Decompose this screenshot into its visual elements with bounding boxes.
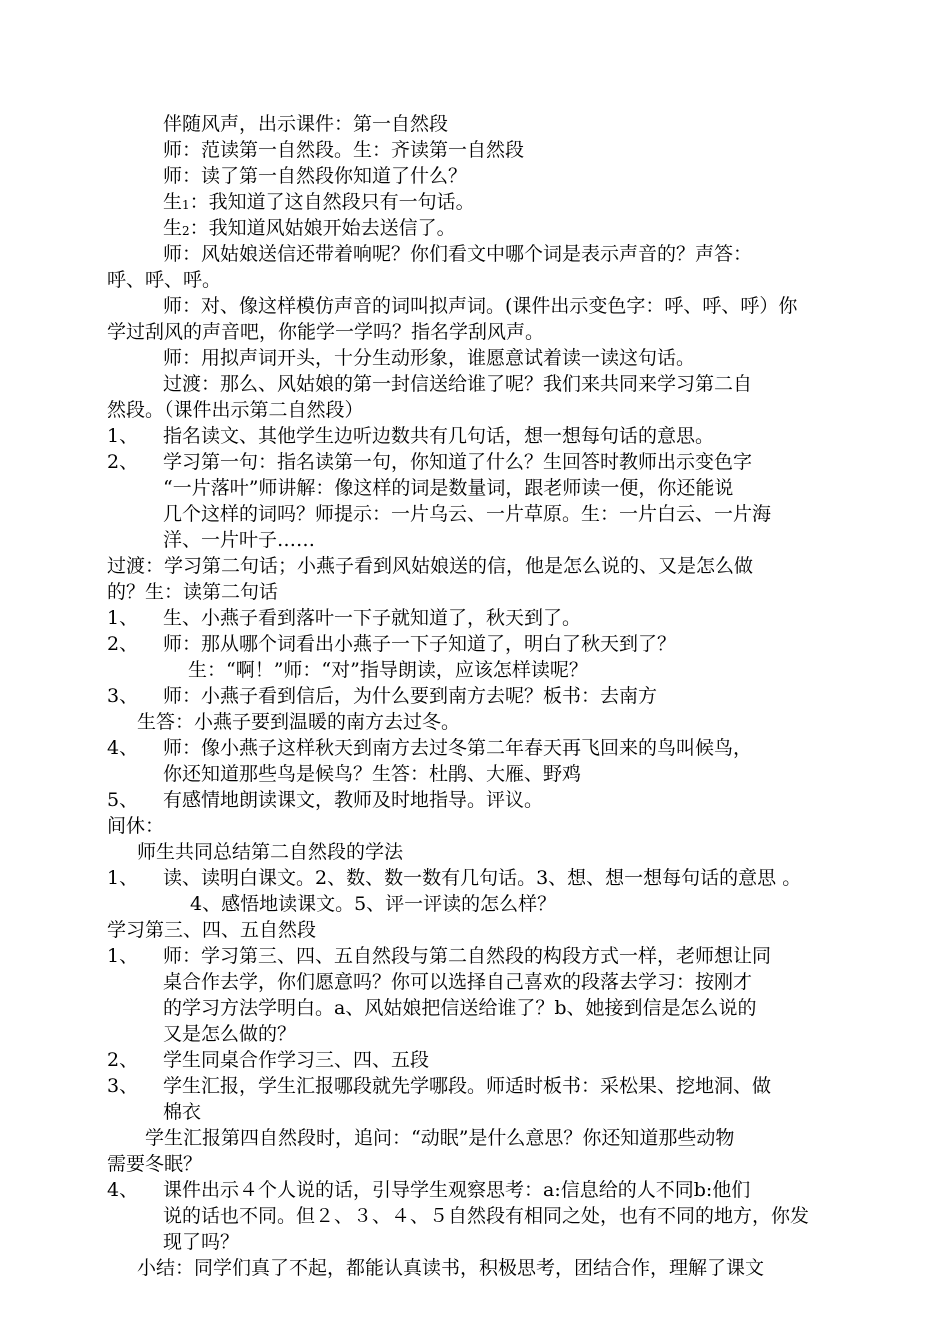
- list-number: 3、: [107, 685, 139, 707]
- text-line: 说的话也不同。但２、３、４、５自然段有相同之处，也有不同的地方，你发: [163, 1205, 810, 1227]
- list-number: 1、: [107, 945, 139, 967]
- text-line: 学过刮风的声音吧，你能学一学吗？指名学刮风声。: [107, 321, 545, 343]
- text-line: 生答：小燕子要到温暖的南方去过冬。: [137, 711, 461, 733]
- text-line: 又是怎么做的？: [163, 1023, 297, 1045]
- text-line: 师：用拟声词开头，十分生动形象，谁愿意试着读一读这句话。: [163, 347, 696, 369]
- text-line: 师：读了第一自然段你知道了什么？: [163, 165, 468, 187]
- text-line: 间休：: [107, 815, 165, 837]
- list-number: 5、: [107, 789, 139, 811]
- text-line: 过渡：那么、风姑娘的第一封信送给谁了呢？我们来共同来学习第二自: [163, 373, 753, 395]
- text-line: 师：范读第一自然段。生：齐读第一自然段: [163, 139, 525, 161]
- text-line: 师：小燕子看到信后，为什么要到南方去呢？板书：去南方: [163, 685, 658, 707]
- text-line: 师：对、像这样模仿声音的词叫拟声词。(课件出示变色字：呼、呼、呼）你: [163, 295, 798, 317]
- list-number: 1、: [107, 867, 139, 889]
- text-line: 读、读明白课文。2、数、数一数有几句话。3、想、想一想每句话的意思 。: [163, 867, 802, 889]
- list-number: 4、: [107, 737, 139, 759]
- text-line: 学生汇报第四自然段时，追问：“动眠”是什么意思？你还知道那些动物: [145, 1127, 735, 1149]
- text-fragment: 生: [163, 191, 183, 213]
- text-line: “一片落叶”师讲解：像这样的词是数量词，跟老师读一便，你还能说: [163, 477, 734, 499]
- text-fragment: ：我知道风姑娘开始去送信了。: [189, 217, 456, 239]
- text-line: 学习第一句：指名读第一句，你知道了什么？生回答时教师出示变色字: [163, 451, 753, 473]
- text-line: 现了吗？: [163, 1231, 240, 1253]
- text-line: 需要冬眠？: [107, 1153, 203, 1175]
- text-line: [163, 189, 475, 218]
- text-line: 学生汇报，学生汇报哪段就先学哪段。师适时板书：采松果、挖地洞、做: [163, 1075, 772, 1097]
- text-line: 的？生：读第二句话: [107, 581, 279, 603]
- text-line: 然段。（课件出示第二自然段）: [107, 399, 364, 421]
- text-line: 课件出示４个人说的话，引导学生观察思考：a:信息给的人不同b:他们: [163, 1179, 751, 1201]
- list-number: 2、: [107, 633, 139, 655]
- text-line: 师：学习第三、四、五自然段与第二自然段的构段方式一样，老师想让同: [163, 945, 772, 967]
- list-number: 2、: [107, 451, 139, 473]
- text-line: 师：像小燕子这样秋天到南方去过冬第二年春天再飞回来的鸟叫候鸟，: [163, 737, 753, 759]
- text-line: 师生共同总结第二自然段的学法: [137, 841, 404, 863]
- subscript-number: 2: [182, 224, 190, 238]
- text-line: 师：风姑娘送信还带着响呢？你们看文中哪个词是表示声音的？声答：: [163, 243, 753, 265]
- text-line: 学生同桌合作学习三、四、五段: [163, 1049, 430, 1071]
- text-line: 指名读文、其他学生边听边数共有几句话，想一想每句话的意思。: [163, 425, 715, 447]
- text-line: 生、小燕子看到落叶一下子就知道了，秋天到了。: [163, 607, 582, 629]
- text-line: 呼、呼、呼。: [107, 269, 222, 291]
- text-fragment: 生: [163, 217, 183, 239]
- text-line: 的学习方法学明白。a、风姑娘把信送给谁了？b、她接到信是怎么说的: [163, 997, 757, 1019]
- text-line: 桌合作去学，你们愿意吗？你可以选择自己喜欢的段落去学习：按刚才: [163, 971, 753, 993]
- text-line: 几个这样的词吗？师提示：一片乌云、一片草原。生：一片白云、一片海: [163, 503, 772, 525]
- list-number: 1、: [107, 607, 139, 629]
- text-line: [163, 215, 456, 244]
- text-line: 有感情地朗读课文，教师及时地指导。评议。: [163, 789, 544, 811]
- list-number: 3、: [107, 1075, 139, 1097]
- text-line: 过渡：学习第二句话；小燕子看到风姑娘送的信，他是怎么说的、又是怎么做: [107, 555, 754, 577]
- text-line: 小结：同学们真了不起，都能认真读书，积极思考，团结合作，理解了课文: [137, 1257, 765, 1279]
- text-fragment: ：我知道了这自然段只有一句话。: [189, 191, 475, 213]
- subscript-number: 1: [182, 198, 190, 212]
- text-line: 棉衣: [163, 1101, 202, 1123]
- text-line: 4、感悟地读课文。5、评一评读的怎么样？: [190, 893, 557, 915]
- text-line: 你还知道那些鸟是候鸟？生答：杜鹃、大雁、野鸡: [163, 763, 582, 785]
- text-line: 学习第三、四、五自然段: [107, 919, 317, 941]
- list-number: 2、: [107, 1049, 139, 1071]
- text-line: 生：“啊！”师：“对”指导朗读，应该怎样读呢？: [188, 659, 588, 681]
- list-number: 4、: [107, 1179, 139, 1201]
- text-line: 师：那从哪个词看出小燕子一下子知道了，明白了秋天到了？: [163, 633, 677, 655]
- text-line: 洋、一片叶子……: [163, 529, 316, 551]
- text-line: 伴随风声，出示课件：第一自然段: [163, 113, 449, 135]
- list-number: 1、: [107, 425, 139, 447]
